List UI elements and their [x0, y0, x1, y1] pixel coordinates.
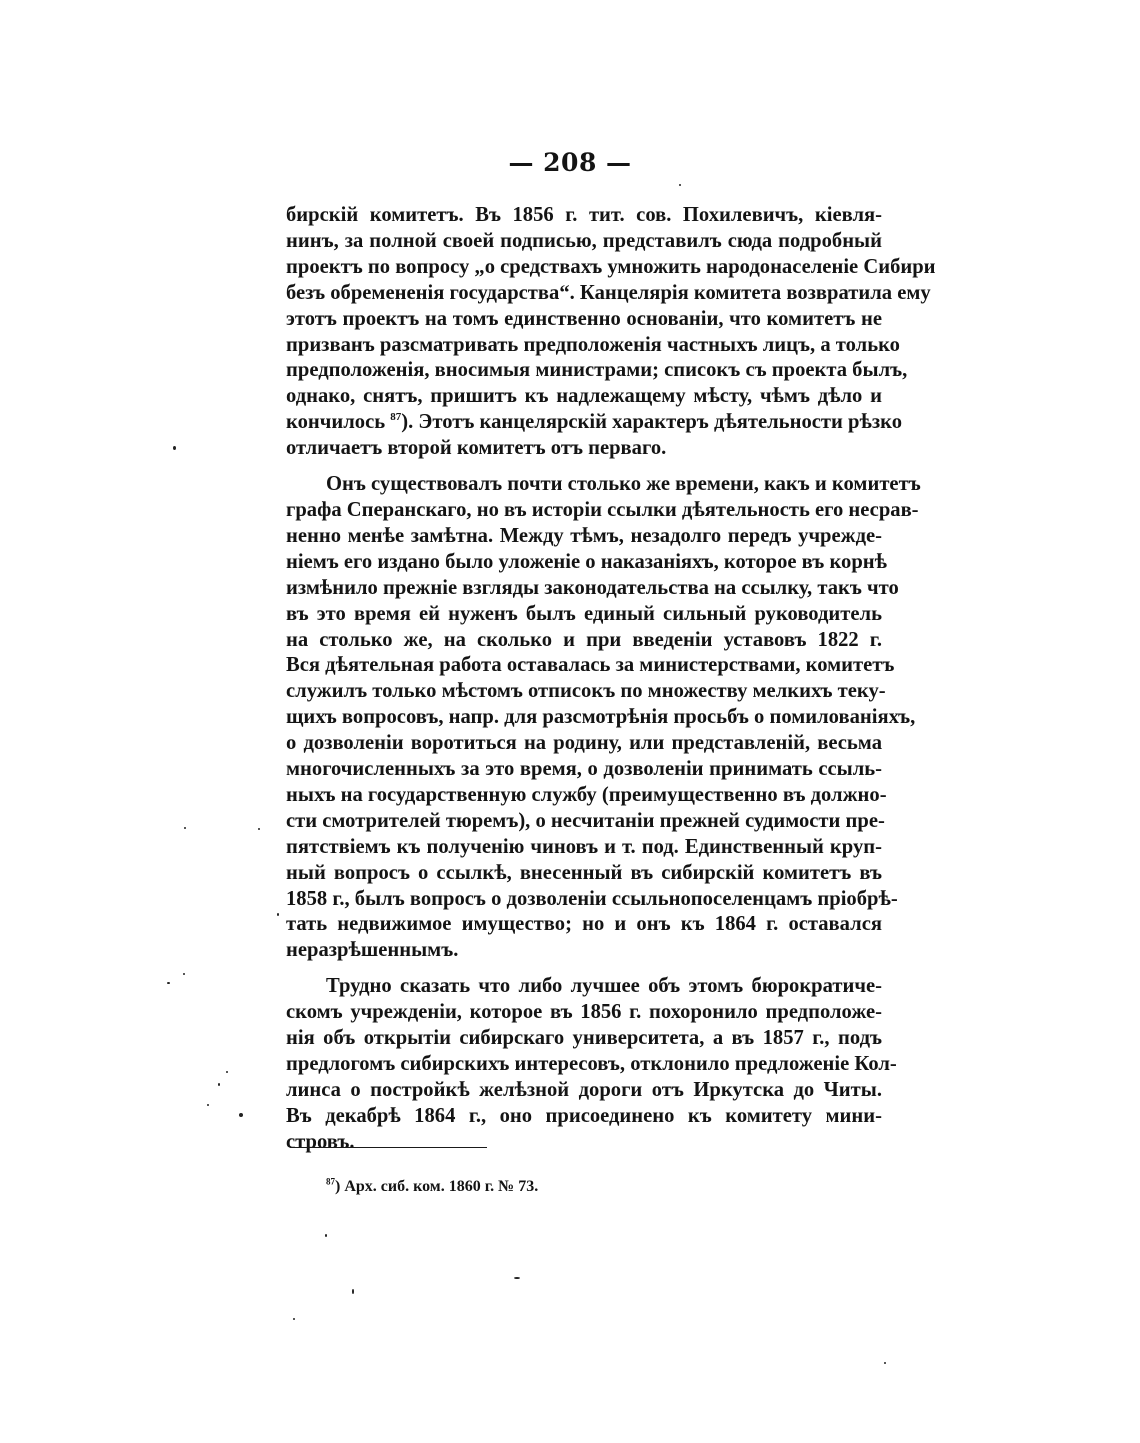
text-line: этотъ проектъ на томъ единственно основаніи, что комитетъ не	[286, 307, 882, 330]
scan-speck	[207, 1104, 209, 1106]
text-line: о дозволеніи воротиться на родину, или представленій, весьма	[286, 732, 882, 755]
text-line: Въ декабрѣ 1864 г., оно присоединено къ комитету мини-	[286, 1104, 882, 1127]
paragraph-1	[286, 203, 936, 462]
scan-speck	[325, 1234, 327, 1237]
text-line: на столько же, на сколько и при введеніи уставовъ 1822 г.	[286, 628, 882, 651]
footnote-marker: 87	[326, 1176, 335, 1187]
text-line: ненно менѣе замѣтна. Между тѣмъ, незадолго передъ учрежде-	[286, 524, 882, 547]
text-line: линса о постройкѣ желѣзной дороги отъ Иркутска до Читы.	[286, 1078, 882, 1101]
scan-speck	[173, 446, 176, 450]
text-fragment: ). Этотъ канцелярскій характеръ дѣятельности рѣзко	[401, 411, 902, 434]
paragraph-3	[286, 974, 897, 1155]
text-line: Вся дѣятельная работа оставалась за министерствами, комитетъ	[286, 654, 895, 677]
text-line: Онъ существовалъ почти столько же времени, какъ и комитетъ	[326, 473, 921, 496]
scan-speck	[884, 1362, 886, 1364]
footnote-reference[interactable]: 87	[390, 411, 402, 424]
text-line: служилъ только мѣстомъ отписокъ по множеству мелкихъ теку-	[286, 680, 886, 703]
text-line: призванъ разсматривать предположенія частныхъ лицъ, а только	[286, 333, 900, 356]
scan-speck	[226, 1071, 228, 1073]
text-line: ніемъ его издано было уложеніе о наказаніяхъ, которое въ корнѣ	[286, 550, 888, 573]
footnote-text: ) Арх. сиб. ком. 1860 г. № 73.	[335, 1178, 539, 1195]
text-line: пятствіемъ къ полученію чиновъ и т. под. Единственный круп-	[286, 835, 882, 858]
text-line: однако, снятъ, пришитъ къ надлежащему мѣсту, чѣмъ дѣло и	[286, 385, 882, 408]
text-line: проектъ по вопросу „о средствахъ умножить народонаселеніе Сибири	[286, 255, 936, 278]
page-number: — 208 —	[508, 148, 632, 177]
text-line: щихъ вопросовъ, напр. для разсмотрѣнія просьбъ о помилованіяхъ,	[286, 706, 916, 729]
scan-speck	[183, 973, 185, 975]
text-fragment: кончилось	[286, 411, 391, 434]
footnote	[326, 1178, 538, 1196]
footnote-divider	[290, 1147, 487, 1148]
text-line: сти смотрителей тюремъ), о несчитаніи прежней судимости пре-	[286, 809, 885, 832]
text-line-with-footnote-ref	[286, 410, 902, 436]
text-line: въ это время ей нуженъ былъ единый сильный руководитель	[286, 602, 882, 625]
text-line: бирскій комитетъ. Въ 1856 г. тит. сов. Похилевичъ, кіевля-	[286, 204, 882, 226]
text-line: 1858 г., былъ вопросъ о дозволеніи ссыльнопоселенцамъ пріобрѣ-	[286, 887, 898, 910]
scan-speck	[167, 982, 170, 984]
text-line: отличаетъ второй комитетъ отъ перваго.	[286, 437, 667, 460]
scan-speck	[258, 828, 260, 830]
text-line: предлогомъ сибирскихъ интересовъ, отклонило предложеніе Кол-	[286, 1053, 897, 1075]
scan-speck	[184, 827, 186, 829]
scan-speck	[679, 184, 681, 186]
text-line: безъ обремененія государства“. Канцелярія комитета возвратила ему	[286, 281, 931, 304]
text-line: скомъ учрежденіи, которое въ 1856 г. похоронило предположе-	[286, 1001, 882, 1024]
text-line: нинъ, за полной своей подписью, представилъ сюда подробный	[286, 229, 882, 252]
text-line: графа Сперанскаго, но въ исторіи ссылки дѣятельность его несрав-	[286, 498, 919, 521]
scan-speck	[277, 913, 279, 916]
paragraph-2	[286, 472, 921, 964]
text-line: тать недвижимое имущество; но и онъ къ 1864 г. оставался	[286, 913, 882, 936]
text-line: стровъ.	[286, 1130, 355, 1153]
scan-speck	[352, 1289, 354, 1294]
text-line: неразрѣшеннымъ.	[286, 939, 459, 962]
text-line: многочисленныхъ за это время, о дозволеніи принимать ссыль-	[286, 758, 882, 781]
text-line: ныхъ на государственную службу (преимущественно въ должно-	[286, 783, 887, 806]
body-text	[286, 203, 936, 1166]
text-line: измѣнило прежніе взгляды законодательства на ссылку, такъ что	[286, 576, 899, 599]
text-line: предположенія, вносимыя министрами; списокъ съ проекта былъ,	[286, 359, 908, 382]
scan-speck	[514, 1277, 520, 1279]
scan-speck	[293, 1318, 295, 1320]
text-line: нія объ открытіи сибирскаго университета, а въ 1857 г., подъ	[286, 1027, 882, 1050]
scan-speck	[239, 1113, 243, 1117]
text-line: ный вопросъ о ссылкѣ, внесенный въ сибирскій комитетъ въ	[286, 861, 882, 884]
text-line: Трудно сказать что либо лучшее объ этомъ бюрократиче-	[326, 975, 882, 998]
scan-speck	[218, 1083, 220, 1086]
